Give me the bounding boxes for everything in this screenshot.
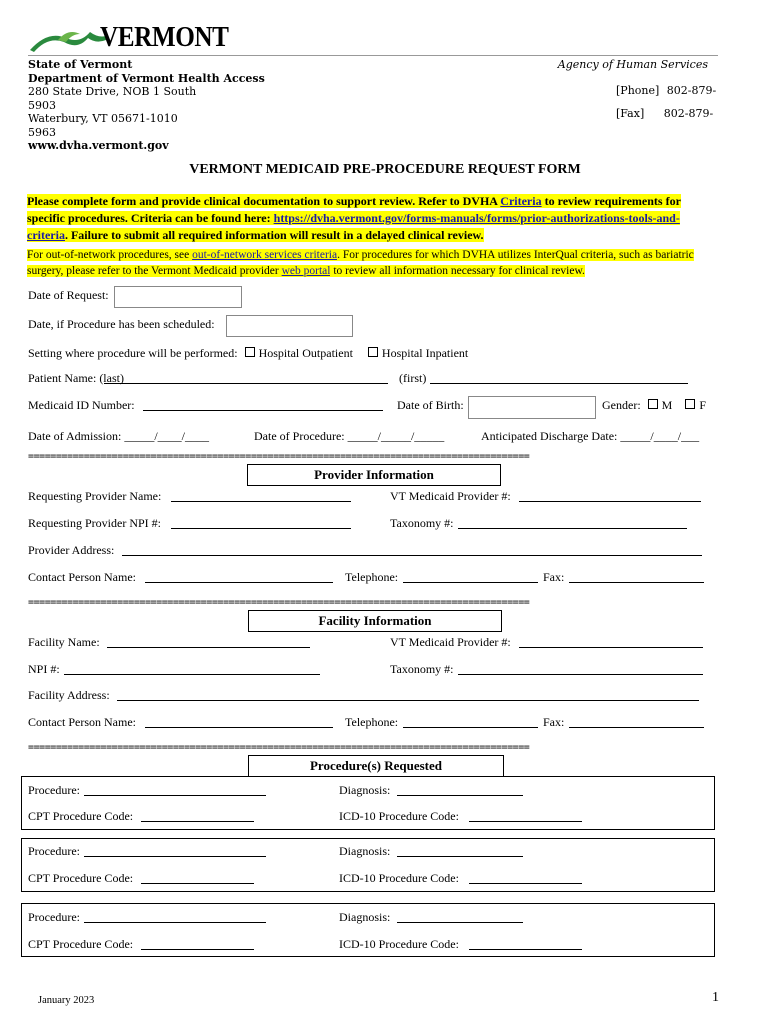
hospital-outpatient-label: Hospital Outpatient xyxy=(258,346,353,360)
date-of-request-input[interactable] xyxy=(114,286,242,308)
footer-date: January 2023 xyxy=(38,995,95,1006)
patient-first-line[interactable] xyxy=(430,383,688,384)
vermont-logo xyxy=(28,22,228,56)
facility-telephone-label: Telephone: xyxy=(345,715,399,729)
patient-first-label: (first) xyxy=(399,371,427,385)
date-scheduled-label: Date, if Procedure has been scheduled: xyxy=(28,317,215,331)
org-line-6: 5963 xyxy=(28,125,56,139)
provider-info-heading: Provider Information xyxy=(247,464,501,486)
facility-vt-medicaid-label: VT Medicaid Provider #: xyxy=(390,635,511,649)
req-provider-npi-label: Requesting Provider NPI #: xyxy=(28,516,161,530)
date-of-admission[interactable]: Date of Admission: _____/____/____ xyxy=(28,429,209,443)
req-provider-name-label: Requesting Provider Name: xyxy=(28,489,162,503)
org-line-4: 5903 xyxy=(28,98,56,112)
hospital-inpatient-label: Hospital Inpatient xyxy=(381,346,469,360)
facility-address-label: Facility Address: xyxy=(28,688,110,702)
icd10-code-line[interactable] xyxy=(469,821,582,822)
separator: ========================================================================================== xyxy=(28,451,530,462)
medicaid-id-label: Medicaid ID Number: xyxy=(28,398,135,412)
instructions-secondary xyxy=(27,247,719,279)
dob-input[interactable] xyxy=(468,396,596,419)
page-number: 1 xyxy=(712,990,719,1005)
facility-telephone-line[interactable] xyxy=(403,727,538,728)
cpt-code-label: CPT Procedure Code: xyxy=(28,937,134,951)
criteria-url-link[interactable]: https://dvha.vermont.gov/forms-manuals/forms/prior-authorizations-tools-and-criteria xyxy=(27,211,680,242)
fax-value: 802-879- xyxy=(663,107,714,120)
date-scheduled-input[interactable] xyxy=(226,315,353,337)
facility-fax-label: Fax: xyxy=(543,715,565,729)
facility-name-label: Facility Name: xyxy=(28,635,100,649)
org-street: 280 State Drive, NOB 1 South xyxy=(28,85,197,98)
org-department: Department of Vermont Health Access xyxy=(28,71,265,85)
instr1-text-a: Please complete form and provide clinical documentation to support review. Refer to DVHA xyxy=(27,194,501,208)
medicaid-id-line[interactable] xyxy=(143,410,383,411)
web-portal-link[interactable]: web portal xyxy=(281,265,331,277)
diagnosis-line[interactable] xyxy=(397,856,523,857)
instr2-text-a: For out-of-network procedures, see xyxy=(27,249,193,261)
req-provider-npi-line[interactable] xyxy=(171,528,351,529)
diagnosis-label: Diagnosis: xyxy=(339,783,391,797)
out-of-network-link[interactable]: out-of-network services criteria xyxy=(192,249,338,261)
provider-taxonomy-label: Taxonomy #: xyxy=(390,516,454,530)
cpt-code-line[interactable] xyxy=(141,883,254,884)
date-of-request-label: Date of Request: xyxy=(28,288,109,302)
procedure-line[interactable] xyxy=(84,795,266,796)
hospital-inpatient-checkbox[interactable] xyxy=(368,347,378,357)
logo-wordmark: VERMONT xyxy=(100,22,229,53)
patient-last-line[interactable] xyxy=(104,383,388,384)
diagnosis-line[interactable] xyxy=(397,922,523,923)
facility-name-line[interactable] xyxy=(107,647,310,648)
facility-taxonomy-line[interactable] xyxy=(458,674,703,675)
provider-address-line[interactable] xyxy=(122,555,702,556)
facility-taxonomy-label: Taxonomy #: xyxy=(390,662,454,676)
phone-line xyxy=(616,84,716,98)
provider-contact-label: Contact Person Name: xyxy=(28,570,136,584)
facility-npi-label: NPI #: xyxy=(28,662,60,676)
instructions-primary xyxy=(27,193,719,244)
cpt-code-label: CPT Procedure Code: xyxy=(28,871,134,885)
gender-m-checkbox[interactable] xyxy=(648,399,658,409)
org-address-block xyxy=(28,58,268,153)
facility-vt-medicaid-line[interactable] xyxy=(519,647,703,648)
icd10-code-label: ICD-10 Procedure Code: xyxy=(339,809,459,823)
diagnosis-label: Diagnosis: xyxy=(339,844,391,858)
diagnosis-line[interactable] xyxy=(397,795,523,796)
provider-address-label: Provider Address: xyxy=(28,543,115,557)
provider-vt-medicaid-label: VT Medicaid Provider #: xyxy=(390,489,511,503)
org-city: Waterbury, VT 05671-1010 xyxy=(28,112,178,125)
phone-value: 802-879- xyxy=(666,84,717,97)
phone-label: [Phone] xyxy=(616,84,660,97)
hospital-outpatient-checkbox[interactable] xyxy=(245,347,255,357)
fax-label: [Fax] xyxy=(616,107,645,120)
patient-last-label: Patient Name: (last) xyxy=(28,371,124,385)
procedure-label: Procedure: xyxy=(28,783,80,797)
procedure-label: Procedure: xyxy=(28,910,80,924)
separator: ========================================================================================== xyxy=(28,597,530,608)
anticipated-discharge-date[interactable]: Anticipated Discharge Date: _____/____/___ xyxy=(481,429,700,443)
provider-telephone-line[interactable] xyxy=(403,582,538,583)
agency-name: Agency of Human Services xyxy=(557,58,708,71)
facility-contact-label: Contact Person Name: xyxy=(28,715,136,729)
gender-f-label: F xyxy=(699,398,707,412)
org-state: State of Vermont xyxy=(28,58,133,71)
facility-info-heading: Facility Information xyxy=(248,610,502,632)
date-of-procedure[interactable]: Date of Procedure: _____/_____/_____ xyxy=(254,429,445,443)
org-website: www.dvha.vermont.gov xyxy=(28,139,169,152)
req-provider-name-line[interactable] xyxy=(171,501,351,502)
separator: ========================================================================================== xyxy=(28,742,530,753)
cpt-code-line[interactable] xyxy=(141,949,254,950)
criteria-link[interactable]: Criteria xyxy=(500,194,542,208)
procedures-heading: Procedure(s) Requested xyxy=(248,755,504,777)
provider-fax-label: Fax: xyxy=(543,570,565,584)
instr2-text-c: to review all information necessary for clinical review. xyxy=(330,265,585,277)
facility-npi-line[interactable] xyxy=(64,674,320,675)
icd10-code-label: ICD-10 Procedure Code: xyxy=(339,871,459,885)
mountain-logo-icon xyxy=(28,24,108,56)
header-rule xyxy=(28,55,718,56)
gender-f-checkbox[interactable] xyxy=(685,399,695,409)
instr1-text-c: . Failure to submit all required information will result in a delayed clinical review. xyxy=(64,228,484,242)
gender-row xyxy=(602,398,706,413)
form-title: VERMONT MEDICAID PRE-PROCEDURE REQUEST FORM xyxy=(189,162,581,177)
procedure-label: Procedure: xyxy=(28,844,80,858)
facility-fax-line[interactable] xyxy=(569,727,704,728)
gender-label: Gender: xyxy=(602,398,641,412)
facility-address-line[interactable] xyxy=(117,700,699,701)
cpt-code-line[interactable] xyxy=(141,821,254,822)
provider-vt-medicaid-line[interactable] xyxy=(519,501,701,502)
provider-taxonomy-line[interactable] xyxy=(458,528,687,529)
instr2-text-b: . For procedures for which DVHA utilizes InterQual criteria, such as bariatric surgery, please refer to the Vermont Medicaid provider xyxy=(27,249,694,277)
provider-contact-line[interactable] xyxy=(145,582,333,583)
setting-row xyxy=(28,346,468,361)
dob-label: Date of Birth: xyxy=(397,398,464,412)
icd10-code-line[interactable] xyxy=(469,883,582,884)
instr1-text-b: to review requirements for specific procedures. Criteria can be found here: xyxy=(27,194,681,225)
fax-line xyxy=(616,107,713,121)
provider-telephone-label: Telephone: xyxy=(345,570,399,584)
gender-m-label: M xyxy=(661,398,673,412)
icd10-code-label: ICD-10 Procedure Code: xyxy=(339,937,459,951)
procedure-line[interactable] xyxy=(84,856,266,857)
icd10-code-line[interactable] xyxy=(469,949,582,950)
cpt-code-label: CPT Procedure Code: xyxy=(28,809,134,823)
diagnosis-label: Diagnosis: xyxy=(339,910,391,924)
procedure-line[interactable] xyxy=(84,922,266,923)
setting-label: Setting where procedure will be performed: xyxy=(28,346,238,360)
facility-contact-line[interactable] xyxy=(145,727,333,728)
provider-fax-line[interactable] xyxy=(569,582,704,583)
